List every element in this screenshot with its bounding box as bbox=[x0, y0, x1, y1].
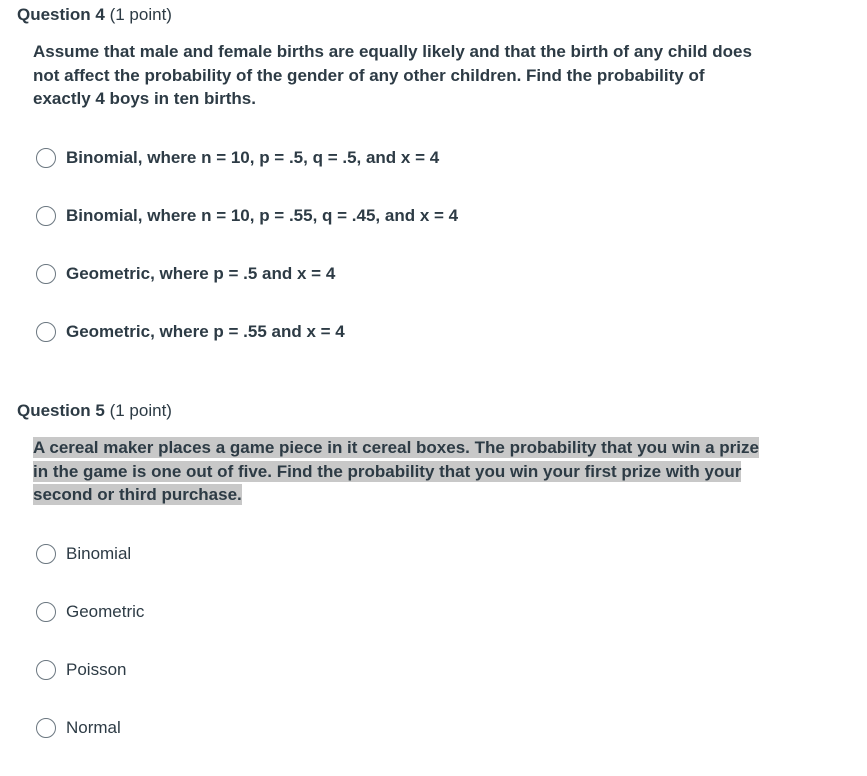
answer-label[interactable]: Binomial, where n = 10, p = .5, q = .5, and x = 4 bbox=[66, 148, 440, 167]
question-title: Question 5 bbox=[17, 401, 105, 420]
answer-option[interactable] bbox=[36, 600, 836, 624]
answer-label[interactable]: Geometric bbox=[66, 602, 145, 621]
answer-list bbox=[36, 146, 836, 378]
question-points: (1 point) bbox=[109, 5, 172, 24]
answer-option[interactable] bbox=[36, 204, 836, 228]
question-title: Question 4 bbox=[17, 5, 105, 24]
answer-list bbox=[36, 542, 836, 774]
radio-button[interactable] bbox=[36, 322, 56, 342]
radio-button[interactable] bbox=[36, 264, 56, 284]
question-header bbox=[17, 400, 172, 422]
answer-label[interactable]: Poisson bbox=[66, 660, 127, 679]
radio-button[interactable] bbox=[36, 718, 56, 738]
answer-option[interactable] bbox=[36, 262, 836, 286]
answer-label[interactable]: Normal bbox=[66, 718, 121, 737]
radio-button[interactable] bbox=[36, 602, 56, 622]
answer-option[interactable] bbox=[36, 716, 836, 740]
question-header bbox=[17, 4, 172, 26]
answer-label[interactable]: Geometric, where p = .55 and x = 4 bbox=[66, 322, 345, 341]
answer-option[interactable] bbox=[36, 320, 836, 344]
question-text: Assume that male and female births are equally likely and that the birth of any child does not affect the probability of the gender of any other children. Find the probability of exactly 4 boys in ten births. bbox=[33, 42, 752, 108]
answer-label[interactable]: Binomial bbox=[66, 544, 132, 563]
question-text bbox=[33, 436, 763, 507]
answer-option[interactable] bbox=[36, 542, 836, 566]
radio-button[interactable] bbox=[36, 148, 56, 168]
question-points: (1 point) bbox=[109, 401, 172, 420]
selected-text-highlight: A cereal maker places a game piece in it cereal boxes. The probability that you win a prize in the game is one out of five. Find the probability that you win your first prize with your second or third purchase. bbox=[33, 438, 759, 504]
answer-option[interactable] bbox=[36, 146, 836, 170]
answer-option[interactable] bbox=[36, 658, 836, 682]
radio-button[interactable] bbox=[36, 206, 56, 226]
radio-button[interactable] bbox=[36, 544, 56, 564]
answer-label[interactable]: Geometric, where p = .5 and x = 4 bbox=[66, 264, 336, 283]
answer-label[interactable]: Binomial, where n = 10, p = .55, q = .45, and x = 4 bbox=[66, 206, 459, 225]
radio-button[interactable] bbox=[36, 660, 56, 680]
